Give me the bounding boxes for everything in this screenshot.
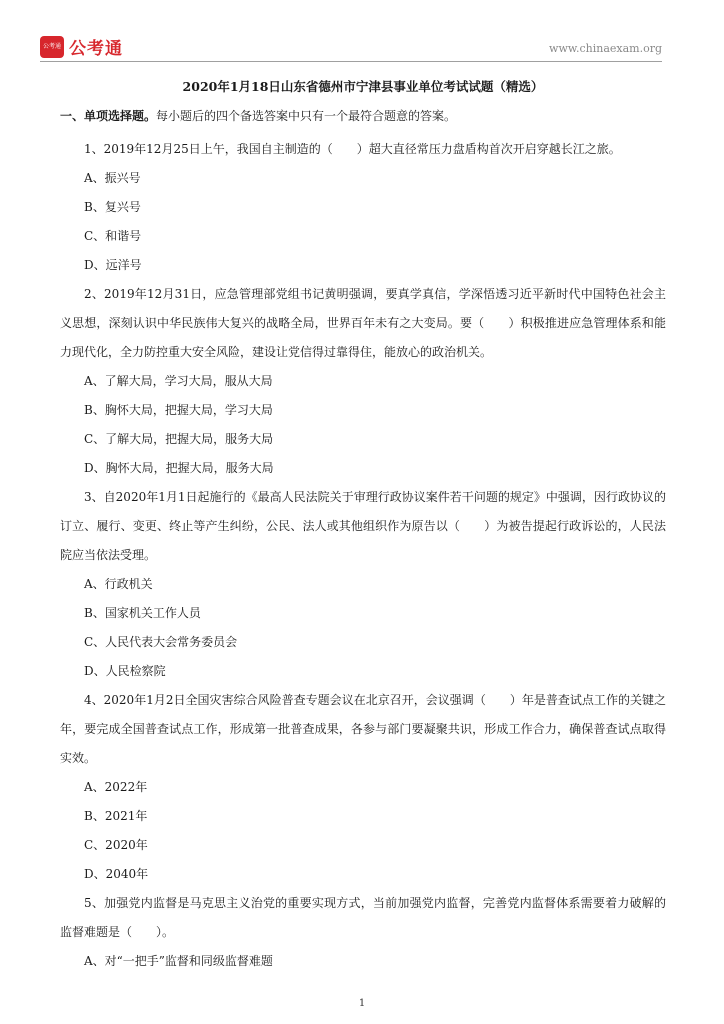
option-b: B、国家机关工作人员 (84, 606, 201, 620)
option-d: D、人民检察院 (84, 664, 166, 678)
question-text: 4、2020年1月2日全国灾害综合风险普查专题会议在北京召开，会议强调（ ）年是普查试点工作的关键之年，要完成全国普查试点工作，形成第一批普查成果，各参与部门要凝聚共识，形成工作合力，确保普查试点取得实效。 (60, 693, 666, 765)
option-c: C、2020年 (84, 838, 148, 852)
question-5 (60, 889, 666, 976)
option-a: A、了解大局，学习大局，服从大局 (84, 374, 273, 388)
document-title: 2020年1月18日山东省德州市宁津县事业单位考试试题（精选） (182, 79, 544, 94)
option-c: C、了解大局，把握大局，服务大局 (84, 432, 274, 446)
logo[interactable] (40, 34, 123, 59)
question-1 (60, 135, 666, 280)
option-d: D、远洋号 (84, 258, 142, 272)
option-a: A、对“一把手”监督和同级监督难题 (84, 954, 273, 968)
question-4 (60, 686, 666, 889)
option-c: C、人民代表大会常务委员会 (84, 635, 238, 649)
section-note: 每小题后的四个备选答案中只有一个最符合题意的答案。 (156, 109, 457, 123)
section-heading: 一、单项选择题。 (60, 109, 157, 123)
question-3 (60, 483, 666, 686)
question-text: 1、2019年12月25日上午，我国自主制造的（ ）超大直径常压力盘盾构首次开启穿越长江之旅。 (84, 142, 621, 156)
section-heading-row (60, 107, 666, 125)
logo-badge-icon: 公考通 (40, 36, 64, 58)
page-number: 1 (358, 998, 366, 1009)
header-divider (40, 61, 662, 62)
option-a: A、行政机关 (84, 577, 153, 591)
logo-text: 公考通 (69, 39, 123, 59)
option-a: A、2022年 (84, 780, 148, 794)
option-c: C、和谐号 (84, 229, 142, 243)
option-b: B、胸怀大局，把握大局，学习大局 (84, 403, 273, 417)
option-d: D、胸怀大局，把握大局，服务大局 (84, 461, 274, 475)
page-header (40, 34, 662, 60)
option-b: B、复兴号 (84, 200, 141, 214)
option-a: A、振兴号 (84, 171, 141, 185)
site-url[interactable]: www.chinaexam.org (549, 42, 662, 55)
option-b: B、2021年 (84, 809, 148, 823)
question-text: 3、自2020年1月1日起施行的《最高人民法院关于审理行政协议案件若干问题的规定》中强调，因行政协议的订立、履行、变更、终止等产生纠纷，公民、法人或其他组织作为原告以（ ）为被告提起行政诉讼的，人民法院应当依法受理。 (60, 490, 666, 562)
option-d: D、2040年 (84, 867, 149, 881)
question-text: 2、2019年12月31日，应急管理部党组书记黄明强调，要真学真信，学深悟透习近平新时代中国特色社会主义思想，深刻认识中华民族伟大复兴的战略全局，世界百年未有之大变局。要（ ）积极推进应急管理体系和能力现代化，全力防控重大安全风险，建设让党信得过靠得住，能放心的政治机关。 (60, 287, 666, 359)
question-text: 5、加强党内监督是马克思主义治党的重要实现方式，当前加强党内监督，完善党内监督体系需要着力破解的监督难题是（ ）。 (60, 896, 666, 939)
question-2 (60, 280, 666, 483)
document-body (60, 78, 666, 976)
